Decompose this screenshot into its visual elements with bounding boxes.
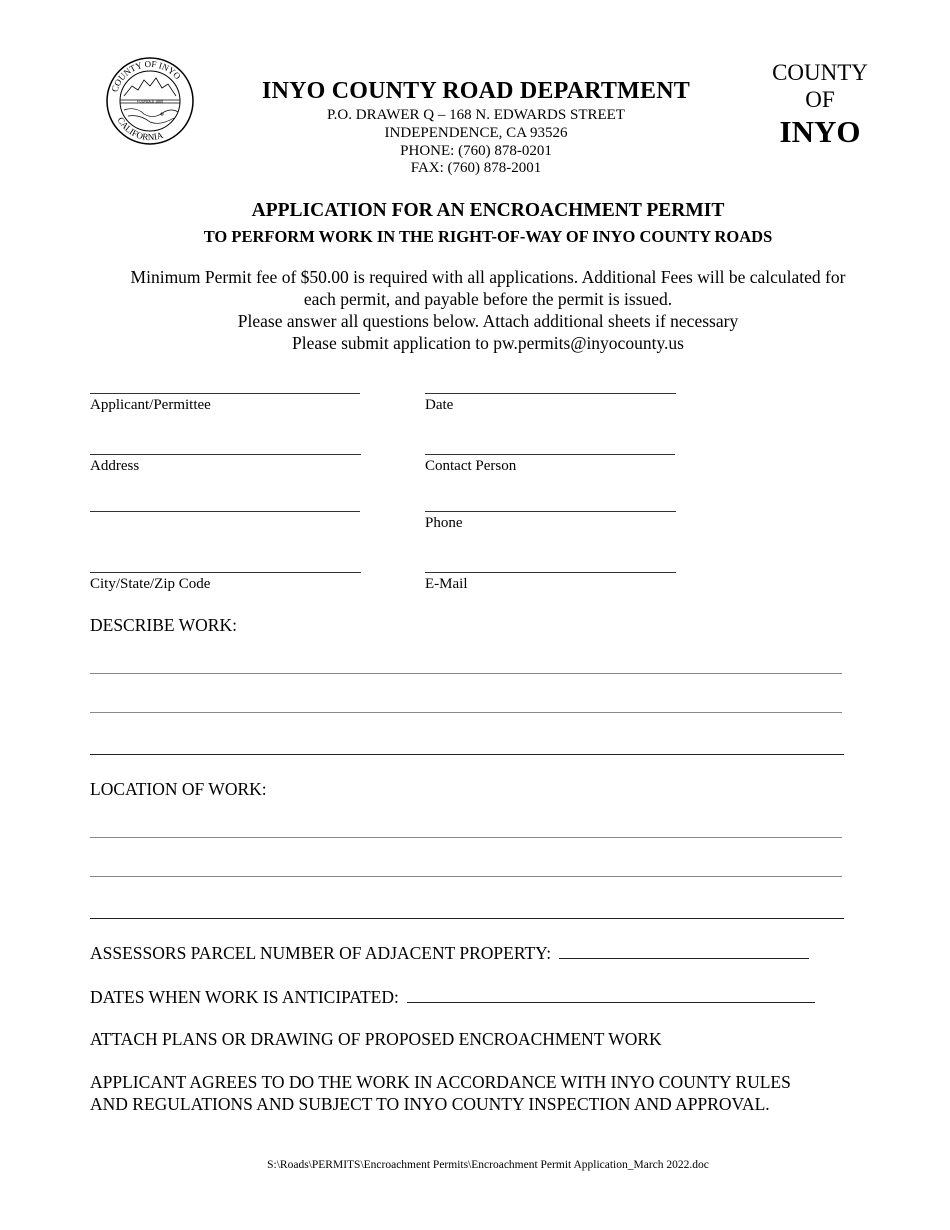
of-label: OF: [805, 87, 835, 112]
email-field[interactable]: [425, 572, 676, 573]
attach-plans-text: ATTACH PLANS OR DRAWING OF PROPOSED ENCROACHMENT WORK: [90, 1029, 662, 1049]
describe-work-line-2[interactable]: [90, 712, 842, 713]
contact-person-label: Contact Person: [425, 458, 517, 474]
date-field[interactable]: [425, 393, 676, 394]
describe-work-line-1[interactable]: [90, 673, 842, 674]
address-line-2: INDEPENDENCE, CA 93526: [384, 125, 568, 141]
location-line-3[interactable]: [90, 918, 844, 919]
phone-label: Phone: [425, 515, 463, 531]
city-state-zip-label: City/State/Zip Code: [90, 576, 211, 592]
file-path-footer: S:\Roads\PERMITS\Encroachment Permits\Encroachment Permit Application_March 2022.doc: [267, 1159, 709, 1171]
agreement-line-2: AND REGULATIONS AND SUBJECT TO INYO COUNTY INSPECTION AND APPROVAL.: [90, 1094, 770, 1114]
dates-anticipated-label: DATES WHEN WORK IS ANTICIPATED:: [90, 987, 399, 1007]
inyo-label: INYO: [779, 114, 861, 149]
address-line-2-field[interactable]: [90, 511, 360, 512]
fax-number: FAX: (760) 878-2001: [410, 160, 542, 176]
notice-line-2: each permit, and payable before the permit is issued.: [303, 289, 673, 309]
parcel-number-row: [90, 943, 809, 964]
phone-number: PHONE: (760) 878-0201: [400, 143, 552, 159]
county-seal-icon: [104, 56, 196, 146]
describe-work-label: DESCRIBE WORK:: [90, 615, 237, 635]
svg-text:COUNTY OF INYO: COUNTY OF INYO: [109, 58, 183, 94]
svg-text:CALIFORNIA: CALIFORNIA: [115, 115, 165, 143]
email-label: E-Mail: [425, 576, 468, 592]
parcel-number-label: ASSESSORS PARCEL NUMBER OF ADJACENT PROPERTY:: [90, 943, 552, 963]
location-of-work-label: LOCATION OF WORK:: [90, 779, 267, 799]
applicant-label: Applicant/Permittee: [90, 397, 211, 413]
applicant-field[interactable]: [90, 393, 360, 394]
county-label: COUNTY: [772, 60, 868, 85]
contact-person-field[interactable]: [425, 454, 675, 455]
form-title: APPLICATION FOR AN ENCROACHMENT PERMIT: [251, 200, 725, 221]
location-line-1[interactable]: [90, 837, 842, 838]
describe-work-line-3[interactable]: [90, 754, 844, 755]
form-subtitle: TO PERFORM WORK IN THE RIGHT-OF-WAY OF INYO COUNTY ROADS: [203, 227, 773, 246]
department-name: INYO COUNTY ROAD DEPARTMENT: [262, 78, 690, 104]
city-state-zip-field[interactable]: [90, 572, 361, 573]
phone-field[interactable]: [425, 511, 676, 512]
address-field[interactable]: [90, 454, 361, 455]
notice-line-4: Please submit application to pw.permits@inyocounty.us: [292, 333, 684, 353]
svg-text:FOUNDED 1866: FOUNDED 1866: [136, 99, 164, 104]
dates-anticipated-row: [90, 987, 815, 1008]
parcel-number-field[interactable]: [559, 944, 809, 959]
address-label: Address: [90, 458, 140, 474]
location-line-2[interactable]: [90, 876, 842, 877]
dates-anticipated-field[interactable]: [407, 988, 815, 1003]
date-label: Date: [425, 397, 454, 413]
agreement-line-1: APPLICANT AGREES TO DO THE WORK IN ACCORDANCE WITH INYO COUNTY RULES: [90, 1072, 791, 1092]
notice-line-1: Minimum Permit fee of $50.00 is required with all applications. Additional Fees will be calculated for: [130, 267, 846, 287]
notice-line-3: Please answer all questions below. Attach additional sheets if necessary: [237, 311, 739, 331]
address-line-1: P.O. DRAWER Q – 168 N. EDWARDS STREET: [327, 107, 625, 123]
